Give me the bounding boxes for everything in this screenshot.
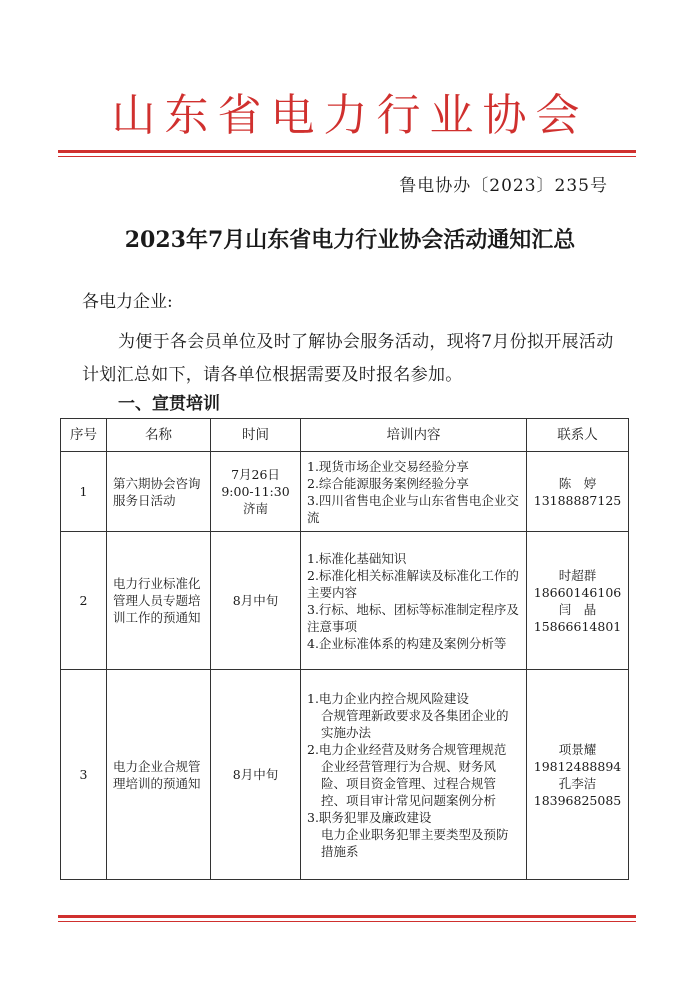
- content-line: 电力企业职务犯罪主要类型及预防措施系: [321, 826, 509, 859]
- footer-rule-thin: [58, 921, 636, 922]
- intro-paragraph: 为便于各会员单位及时了解协会服务活动，现将7月份拟开展活动计划汇总如下，请各单位根据需要及时报名参加。: [82, 332, 614, 385]
- time-line: 济南: [242, 501, 268, 516]
- row-name: 第六期协会咨询服务日活动: [107, 452, 211, 532]
- content-line: 1.现货市场企业交易经验分享: [307, 458, 469, 474]
- row-name: 电力企业合规管理培训的预通知: [107, 670, 211, 880]
- row-index: 3: [61, 670, 107, 880]
- footer-rule: [58, 915, 636, 918]
- time-line: 9:00-11:30: [221, 484, 290, 499]
- content-line: 2.标准化相关标准解读及标准化工作的主要内容: [307, 567, 519, 600]
- table-header-row: [61, 419, 629, 452]
- section-heading: 一、宣贯培训: [118, 394, 220, 414]
- content-line: 1.标准化基础知识: [307, 550, 407, 566]
- table-row: [61, 452, 629, 532]
- content-line: 3.行标、地标、团标等标准制定程序及注意事项: [307, 601, 519, 634]
- content-line: 4.企业标准体系的构建及案例分析等: [307, 635, 507, 651]
- document-number: 鲁电协办〔2023〕235号: [399, 176, 608, 196]
- header-content: 培训内容: [301, 419, 527, 452]
- contact-line: 15866614801: [533, 618, 622, 634]
- time-line: 8月中旬: [232, 767, 279, 782]
- content-line: 2.电力企业经营及财务合规管理规范: [307, 741, 507, 757]
- row-content: [301, 452, 527, 532]
- content-line: 3.职务犯罪及廉政建设: [307, 809, 432, 825]
- salutation: 各电力企业:: [82, 292, 173, 312]
- header-index: 序号: [61, 419, 107, 452]
- row-time: [211, 670, 301, 880]
- row-name: 电力行业标准化管理人员专题培训工作的预通知: [107, 532, 211, 670]
- content-line: 合规管理新政要求及各集团企业的实施办法: [321, 707, 509, 740]
- content-line: 1.电力企业内控合规风险建设: [307, 690, 469, 706]
- contact-line: 13188887125: [533, 492, 622, 508]
- header-contact: 联系人: [527, 419, 629, 452]
- row-time: [211, 452, 301, 532]
- row-content: [301, 670, 527, 880]
- training-table: [60, 418, 629, 880]
- row-time: [211, 532, 301, 670]
- content-line: 2.综合能源服务案例经验分享: [307, 475, 469, 491]
- row-index: 1: [61, 452, 107, 532]
- contact-line: 陈 婷: [558, 475, 597, 491]
- letterhead-rule-thin: [58, 156, 636, 157]
- table-row: [61, 670, 629, 880]
- contact-line: 闫 晶: [558, 601, 597, 617]
- letterhead-rule: [58, 150, 636, 153]
- row-index: 2: [61, 532, 107, 670]
- header-name: 名称: [107, 419, 211, 452]
- row-contact: [527, 452, 629, 532]
- time-line: 7月26日: [231, 467, 280, 482]
- contact-line: 时超群: [558, 567, 597, 583]
- contact-line: 18396825085: [533, 792, 622, 808]
- contact-line: 18660146106: [533, 584, 622, 600]
- row-contact: [527, 670, 629, 880]
- document-title: 2023年7月山东省电力行业协会活动通知汇总: [124, 227, 576, 253]
- row-content: [301, 532, 527, 670]
- table-row: [61, 532, 629, 670]
- contact-line: 项景耀: [558, 741, 597, 757]
- content-line: 企业经营管理行为合规、财务风险、项目资金管理、过程合规管控、项目审计常见问题案例分析: [321, 758, 497, 808]
- content-line: 3.四川省售电企业与山东省售电企业交流: [307, 492, 519, 525]
- row-contact: [527, 532, 629, 670]
- time-line: 8月中旬: [232, 593, 279, 608]
- header-time: 时间: [211, 419, 301, 452]
- contact-line: 19812488894: [533, 758, 622, 774]
- contact-line: 孔李洁: [558, 775, 597, 791]
- letterhead: 山东省电力行业协会: [111, 90, 589, 141]
